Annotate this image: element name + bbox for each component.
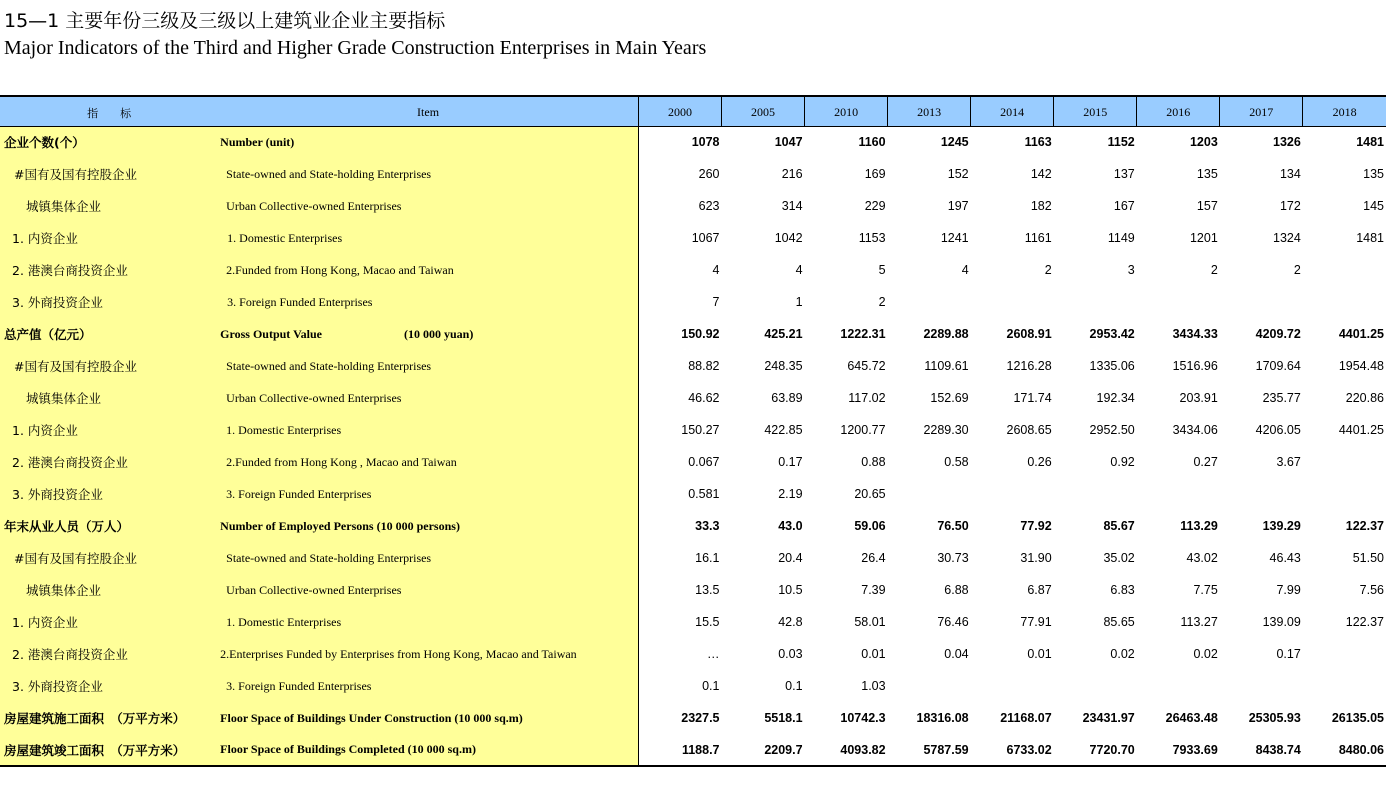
cell-value-2017: 25305.93: [1248, 711, 1301, 725]
cell-value-2014: 77.92: [1020, 519, 1052, 533]
cell-value-2013: 76.50: [937, 519, 969, 533]
table-row: [0, 286, 1386, 318]
row-label-cn: #国有及国有控股企业: [0, 542, 218, 574]
cell-value-2017: 7.99: [1276, 583, 1301, 597]
header-year: 2005: [722, 96, 805, 126]
cell-value-2010: 0.01: [861, 647, 886, 661]
table-row: [0, 414, 1386, 446]
cell-value-2016: 1203: [1189, 135, 1218, 150]
cell-value-2000: 0.581: [688, 487, 720, 501]
cell-value-2017: 1326: [1273, 135, 1301, 150]
cell-value-2015: 2952.50: [1089, 423, 1135, 437]
cell-value-2005: 10.5: [778, 583, 803, 597]
indicators-table: [0, 95, 1386, 767]
cell-value-2016: 203.91: [1179, 391, 1218, 405]
cell-value-2015: 3: [1127, 263, 1135, 277]
row-label-en: [218, 318, 638, 350]
cell-value-2016: 1516.96: [1172, 359, 1218, 373]
row-label-en: [218, 254, 638, 286]
cell-value-2000: 16.1: [695, 551, 720, 565]
row-label-cn: 房屋建筑施工面积 （万平方米）: [0, 702, 218, 734]
cell-value-2005: 248.35: [764, 359, 803, 373]
header-year: 2000: [638, 96, 721, 126]
cell-value-2017: 1324: [1273, 231, 1301, 245]
table-title-chinese: 15—1 主要年份三级及三级以上建筑业企业主要指标: [4, 10, 446, 32]
cell-value-2018: 122.37: [1345, 615, 1384, 629]
row-label-cn: 2. 港澳台商投资企业: [0, 446, 218, 478]
cell-value-2014: 1163: [1024, 135, 1052, 150]
cell-value-2005: 0.03: [778, 647, 803, 661]
row-label-en-text: Urban Collective-owned Enterprises: [226, 198, 402, 213]
cell-value-2013: [888, 478, 971, 510]
cell-value-2000: 150.92: [681, 327, 720, 341]
cell-value-2015: 85.67: [1103, 519, 1135, 533]
cell-value-2017: 8438.74: [1220, 734, 1303, 766]
cell-value-2015: 192.34: [1096, 391, 1135, 405]
cell-value-2015: 1335.06: [1089, 359, 1135, 373]
row-label-en-text: Urban Collective-owned Enterprises: [226, 582, 402, 597]
cell-value-2005: 1042: [774, 231, 803, 245]
row-label-cn: 2. 港澳台商投资企业: [0, 254, 218, 286]
row-label-en: [218, 510, 638, 542]
cell-value-2005: 314: [781, 199, 803, 213]
row-unit: (10 000 yuan): [403, 326, 474, 341]
row-label-en: [218, 638, 638, 670]
cell-value-2015: 35.02: [1103, 551, 1135, 565]
cell-value-2000: 7: [712, 295, 720, 309]
table-row: [0, 158, 1386, 190]
cell-value-2018: 1481: [1356, 231, 1384, 245]
cell-value-2000: 0.067: [688, 455, 720, 469]
cell-value-2016: 135: [1196, 167, 1218, 181]
cell-value-2000: 2327.5: [681, 711, 720, 725]
table-row: [0, 478, 1386, 510]
cell-value-2017: 4209.72: [1255, 327, 1301, 341]
cell-value-2010: 20.65: [854, 487, 886, 501]
row-label-en-text: Gross Output Value: [220, 326, 322, 341]
cell-value-2000: 88.82: [688, 359, 720, 373]
cell-value-2014: 1216.28: [1006, 359, 1052, 373]
cell-value-2018: 145: [1363, 199, 1384, 213]
table-row: [0, 734, 1386, 766]
row-label-cn: 3. 外商投资企业: [0, 478, 218, 510]
cell-value-2010: 645.72: [847, 359, 886, 373]
cell-value-2014: 21168.07: [1000, 711, 1052, 725]
cell-value-2014: [971, 286, 1054, 318]
row-label-en: [218, 286, 638, 318]
row-label-cn: 企业个数(个）: [0, 126, 218, 158]
cell-value-2013: 2289.88: [923, 327, 969, 341]
cell-value-2016: 113.27: [1180, 615, 1218, 629]
header-year: 2016: [1137, 96, 1220, 126]
row-label-en-text: 3. Foreign Funded Enterprises: [227, 294, 373, 309]
cell-value-2010: 1153: [858, 231, 886, 245]
cell-value-2016: 113.29: [1180, 519, 1218, 533]
row-label-en-text: Floor Space of Buildings Completed (10 000 sq.m): [220, 742, 476, 756]
cell-value-2017: 46.43: [1269, 551, 1301, 565]
row-label-en: [218, 350, 638, 382]
row-label-en: [218, 670, 638, 702]
cell-value-2014: 6.87: [1027, 583, 1052, 597]
cell-value-2013: [888, 286, 971, 318]
cell-value-2005: 2.19: [778, 487, 803, 501]
cell-value-2017: 4206.05: [1255, 423, 1301, 437]
cell-value-2005: 0.1: [785, 679, 803, 693]
cell-value-2000: 260: [698, 167, 720, 181]
cell-value-2014: 0.01: [1027, 647, 1052, 661]
cell-value-2016: 26463.48: [1165, 711, 1218, 725]
cell-value-2018: [1303, 286, 1386, 318]
cell-value-2010: 10742.3: [840, 711, 886, 725]
cell-value-2014: 1161: [1024, 231, 1052, 245]
cell-value-2000: 1078: [691, 135, 720, 150]
row-label-en: [218, 574, 638, 606]
cell-value-2005: 1047: [774, 135, 803, 150]
row-label-en-text: 2.Funded from Hong Kong , Macao and Taiwan: [226, 454, 457, 469]
cell-value-2014: 2: [1044, 263, 1052, 277]
row-label-cn: 2. 港澳台商投资企业: [0, 638, 218, 670]
cell-value-2014: [971, 478, 1054, 510]
cell-value-2010: 1200.77: [840, 423, 886, 437]
cell-value-2005: 422.85: [764, 423, 803, 437]
row-label-cn: 总产值（亿元）: [0, 318, 218, 350]
cell-value-2013: 5787.59: [888, 734, 971, 766]
cell-value-2015: 1149: [1107, 231, 1135, 245]
cell-value-2000: …: [707, 647, 720, 661]
cell-value-2015: 0.92: [1110, 455, 1135, 469]
table-row: [0, 254, 1386, 286]
cell-value-2010: 58.01: [854, 615, 886, 629]
row-label-en-text: 2.Enterprises Funded by Enterprises from Hong Kong, Macao and Taiwan: [220, 646, 577, 661]
row-label-en-text: 3. Foreign Funded Enterprises: [226, 678, 372, 693]
row-label-en-text: Number of Employed Persons (10 000 persons): [220, 518, 460, 533]
header-year: 2014: [971, 96, 1054, 126]
table-row: [0, 574, 1386, 606]
cell-value-2016: 1201: [1189, 231, 1218, 245]
cell-value-2000: 13.5: [695, 583, 720, 597]
cell-value-2013: [888, 670, 971, 702]
row-label-en-text: 3. Foreign Funded Enterprises: [226, 486, 372, 501]
cell-value-2015: 23431.97: [1082, 711, 1135, 725]
cell-value-2000: 0.1: [702, 679, 720, 693]
row-label-en-text: State-owned and State-holding Enterprises: [226, 550, 432, 565]
header-year: 2015: [1054, 96, 1137, 126]
cell-value-2018: 1954.48: [1338, 359, 1384, 373]
cell-value-2010: 1160: [858, 135, 886, 150]
cell-value-2005: 63.89: [771, 391, 803, 405]
cell-value-2017: 134: [1279, 167, 1301, 181]
row-label-cn: #国有及国有控股企业: [0, 158, 218, 190]
row-label-en-text: 1. Domestic Enterprises: [226, 614, 342, 629]
cell-value-2015: 6.83: [1110, 583, 1135, 597]
cell-value-2018: 122.37: [1345, 519, 1384, 533]
cell-value-2017: 235.77: [1262, 391, 1301, 405]
row-label-en-text: 1. Domestic Enterprises: [226, 422, 342, 437]
cell-value-2005: 0.17: [778, 455, 803, 469]
cell-value-2000: 4: [712, 263, 720, 277]
cell-value-2014: 6733.02: [971, 734, 1054, 766]
row-label-cn: #国有及国有控股企业: [0, 350, 218, 382]
cell-value-2017: 1709.64: [1255, 359, 1301, 373]
row-label-en: [218, 734, 638, 766]
table-row: [0, 510, 1386, 542]
row-label-cn: 1. 内资企业: [0, 222, 218, 254]
cell-value-2000: 15.5: [695, 615, 720, 629]
row-label-cn: 城镇集体企业: [0, 574, 218, 606]
cell-value-2018: 4401.25: [1338, 423, 1384, 437]
cell-value-2014: 77.91: [1020, 615, 1052, 629]
cell-value-2015: 2953.42: [1089, 327, 1135, 341]
table-row: [0, 702, 1386, 734]
header-year: 2018: [1303, 96, 1386, 126]
row-label-en-text: 2.Funded from Hong Kong, Macao and Taiwan: [226, 262, 454, 277]
cell-value-2016: 7.75: [1193, 583, 1218, 597]
cell-value-2017: 3.67: [1276, 455, 1301, 469]
cell-value-2018: [1303, 478, 1386, 510]
cell-value-2015: [1054, 286, 1137, 318]
row-label-en: [218, 222, 638, 254]
cell-value-2018: 7.56: [1359, 583, 1384, 597]
cell-value-2018: 220.86: [1345, 391, 1384, 405]
cell-value-2016: 7933.69: [1137, 734, 1220, 766]
cell-value-2010: 59.06: [854, 519, 886, 533]
row-label-en: [218, 446, 638, 478]
cell-value-2005: 1: [795, 295, 803, 309]
cell-value-2018: [1303, 446, 1386, 478]
table-row: [0, 542, 1386, 574]
cell-value-2015: 137: [1113, 167, 1135, 181]
cell-value-2013: 1109.61: [924, 359, 969, 373]
row-label-en: [218, 542, 638, 574]
table-row: [0, 382, 1386, 414]
cell-value-2013: 152: [947, 167, 969, 181]
cell-value-2013: 76.46: [937, 615, 969, 629]
cell-value-2010: 0.88: [861, 455, 886, 469]
cell-value-2010: 169: [864, 167, 886, 181]
cell-value-2014: 0.26: [1027, 455, 1052, 469]
cell-value-2014: 31.90: [1020, 551, 1052, 565]
cell-value-2010: 229: [864, 199, 886, 213]
cell-value-2010: 1.03: [861, 679, 886, 693]
row-label-cn: 房屋建筑竣工面积 （万平方米）: [0, 734, 218, 766]
cell-value-2015: [1054, 670, 1137, 702]
cell-value-2017: [1220, 478, 1303, 510]
row-label-cn: 3. 外商投资企业: [0, 286, 218, 318]
cell-value-2018: 51.50: [1352, 551, 1384, 565]
cell-value-2014: 171.74: [1013, 391, 1052, 405]
cell-value-2013: 30.73: [937, 551, 969, 565]
table-row: [0, 126, 1386, 158]
cell-value-2013: 4: [961, 263, 969, 277]
cell-value-2016: 3434.33: [1172, 327, 1218, 341]
cell-value-2013: 6.88: [944, 583, 969, 597]
row-label-cn: 年末从业人员（万人）: [0, 510, 218, 542]
cell-value-2014: 2608.91: [1006, 327, 1052, 341]
table-row: [0, 638, 1386, 670]
cell-value-2000: 623: [698, 199, 720, 213]
cell-value-2000: 1188.7: [638, 734, 721, 766]
cell-value-2013: 197: [947, 199, 969, 213]
cell-value-2016: [1137, 670, 1220, 702]
cell-value-2010: 1222.31: [840, 327, 886, 341]
cell-value-2005: 4: [795, 263, 803, 277]
cell-value-2010: 26.4: [861, 551, 886, 565]
cell-value-2017: 139.09: [1262, 615, 1301, 629]
cell-value-2014: 142: [1030, 167, 1052, 181]
table-header-row: [0, 96, 1386, 126]
row-label-en: [218, 606, 638, 638]
row-label-cn: 城镇集体企业: [0, 382, 218, 414]
table-title-english: Major Indicators of the Third and Higher Grade Construction Enterprises in Main Years: [4, 37, 707, 59]
cell-value-2000: 33.3: [695, 519, 720, 533]
header-year: 2013: [888, 96, 971, 126]
cell-value-2018: [1303, 254, 1386, 286]
row-label-en-text: Floor Space of Buildings Under Construction (10 000 sq.m): [220, 710, 523, 725]
table-row: [0, 606, 1386, 638]
cell-value-2016: 0.27: [1193, 455, 1218, 469]
cell-value-2018: 135: [1363, 167, 1384, 181]
row-label-cn: 1. 内资企业: [0, 606, 218, 638]
cell-value-2017: 139.29: [1262, 519, 1301, 533]
cell-value-2015: 1152: [1107, 135, 1135, 150]
cell-value-2010: 5: [878, 263, 886, 277]
cell-value-2015: 0.02: [1110, 647, 1135, 661]
cell-value-2017: [1220, 286, 1303, 318]
cell-value-2018: 8480.06: [1303, 734, 1386, 766]
cell-value-2018: [1303, 638, 1386, 670]
cell-value-2013: 0.04: [944, 647, 969, 661]
cell-value-2015: 7720.70: [1054, 734, 1137, 766]
cell-value-2018: [1303, 670, 1386, 702]
cell-value-2016: 0.02: [1193, 647, 1218, 661]
header-year: 2010: [805, 96, 888, 126]
cell-value-2013: 152.69: [930, 391, 969, 405]
cell-value-2018: 26135.05: [1331, 711, 1384, 725]
cell-value-2018: 1481: [1356, 135, 1384, 150]
cell-value-2014: [971, 670, 1054, 702]
cell-value-2013: 18316.08: [916, 711, 969, 725]
row-label-en-text: State-owned and State-holding Enterprises: [226, 166, 432, 181]
cell-value-2015: 85.65: [1103, 615, 1135, 629]
row-label-en: [218, 414, 638, 446]
table-row: [0, 190, 1386, 222]
cell-value-2010: 2: [878, 295, 886, 309]
table-row: [0, 318, 1386, 350]
cell-value-2014: 2608.65: [1006, 423, 1052, 437]
row-label-en-text: Number (unit): [220, 134, 295, 149]
cell-value-2016: 43.02: [1186, 551, 1218, 565]
cell-value-2010: 117.02: [848, 391, 886, 405]
row-label-en: [218, 478, 638, 510]
cell-value-2005: 20.4: [778, 551, 803, 565]
cell-value-2018: 4401.25: [1338, 327, 1384, 341]
header-year: 2017: [1220, 96, 1303, 126]
table-row: [0, 350, 1386, 382]
cell-value-2005: 43.0: [778, 519, 803, 533]
cell-value-2013: 2289.30: [923, 423, 969, 437]
row-label-en-text: State-owned and State-holding Enterprises: [226, 358, 432, 373]
table-row: [0, 222, 1386, 254]
cell-value-2000: 1067: [691, 231, 720, 245]
row-label-en-text: 1. Domestic Enterprises: [227, 230, 343, 245]
cell-value-2015: [1054, 478, 1137, 510]
cell-value-2016: [1137, 478, 1220, 510]
cell-value-2005: 216: [781, 167, 803, 181]
cell-value-2005: 425.21: [764, 327, 803, 341]
row-label-en: [218, 158, 638, 190]
row-label-cn: 1. 内资企业: [0, 414, 218, 446]
cell-value-2013: 1245: [940, 135, 969, 150]
cell-value-2015: 167: [1113, 199, 1135, 213]
header-item-en: Item: [218, 96, 638, 126]
cell-value-2010: 4093.82: [805, 734, 888, 766]
cell-value-2017: 172: [1279, 199, 1301, 213]
cell-value-2017: 2: [1293, 263, 1301, 277]
row-label-en: [218, 190, 638, 222]
table-row: [0, 670, 1386, 702]
cell-value-2010: 7.39: [861, 583, 886, 597]
cell-value-2013: 1241: [940, 231, 969, 245]
row-label-en: [218, 126, 638, 158]
row-label-cn: 城镇集体企业: [0, 190, 218, 222]
row-label-en: [218, 382, 638, 414]
cell-value-2005: 2209.7: [722, 734, 805, 766]
cell-value-2014: 182: [1030, 199, 1052, 213]
row-label-cn: 3. 外商投资企业: [0, 670, 218, 702]
header-indicator-cn: 指 标: [0, 96, 218, 126]
cell-value-2016: 157: [1196, 199, 1218, 213]
cell-value-2000: 46.62: [688, 391, 720, 405]
cell-value-2000: 150.27: [681, 423, 720, 437]
table-row: [0, 446, 1386, 478]
cell-value-2017: 0.17: [1276, 647, 1301, 661]
cell-value-2016: [1137, 286, 1220, 318]
cell-value-2005: 42.8: [778, 615, 803, 629]
cell-value-2016: 3434.06: [1172, 423, 1218, 437]
cell-value-2005: 5518.1: [764, 711, 803, 725]
cell-value-2016: 2: [1210, 263, 1218, 277]
row-label-en-text: Urban Collective-owned Enterprises: [226, 390, 402, 405]
row-label-en: [218, 702, 638, 734]
cell-value-2017: [1220, 670, 1303, 702]
cell-value-2013: 0.58: [944, 455, 969, 469]
